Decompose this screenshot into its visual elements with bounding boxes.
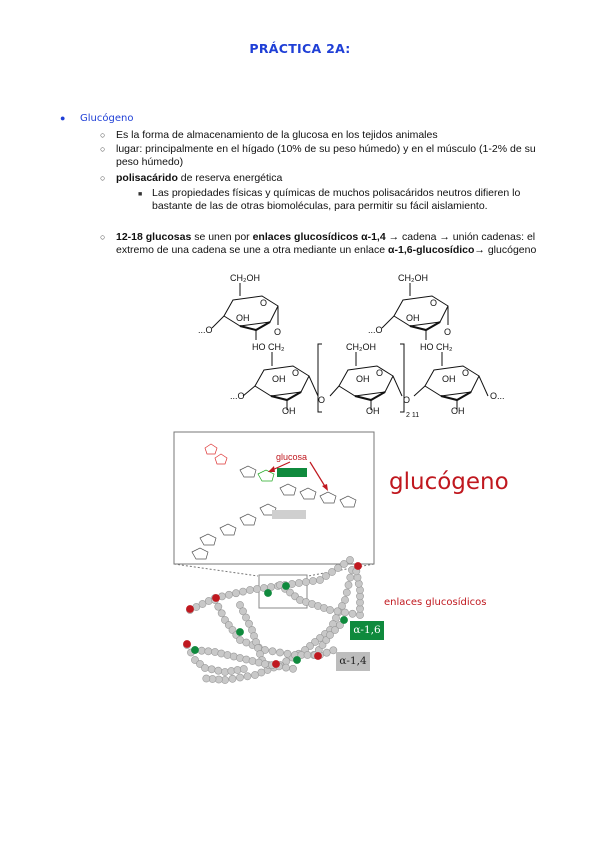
label-ring-o: O bbox=[444, 327, 452, 337]
page-title: PRÁCTICA 2A: bbox=[249, 41, 351, 56]
label-oh: OH bbox=[272, 374, 286, 384]
item-text: extremo de una cadena se une a otra mediante un enlace bbox=[116, 244, 389, 256]
bead bbox=[225, 591, 232, 598]
item-text-line1: Las propiedades físicas y químicas de muchos polisacáridos neutros difieren lo bbox=[152, 187, 521, 199]
bead bbox=[221, 668, 228, 675]
bead bbox=[340, 616, 347, 623]
bead bbox=[208, 666, 215, 673]
section-label: Glucógeno bbox=[80, 113, 134, 124]
bead bbox=[314, 652, 321, 659]
item-bold: 12-18 glucosas bbox=[116, 231, 192, 243]
label-ho-ch2: HO CH₂ bbox=[420, 342, 453, 352]
bead bbox=[289, 665, 296, 672]
label-oh: OH bbox=[282, 406, 296, 416]
bead bbox=[323, 649, 330, 656]
label-ring-o: O bbox=[376, 368, 384, 378]
label-oh: OH bbox=[451, 406, 465, 416]
bead bbox=[284, 650, 291, 657]
item-bold: α-1,6-glucosídico bbox=[388, 244, 475, 256]
bead bbox=[205, 648, 212, 655]
bead bbox=[246, 586, 253, 593]
bead bbox=[334, 608, 341, 615]
item-text: → cadena → unión cadenas: el bbox=[385, 231, 536, 243]
bead bbox=[251, 671, 258, 678]
bead bbox=[203, 675, 210, 682]
item-text: Es la forma de almacenamiento de la glucosa en los tejidos animales bbox=[116, 129, 438, 141]
label-ch2oh: CH₂OH bbox=[346, 342, 376, 352]
bead bbox=[349, 610, 356, 617]
label-oh: OH bbox=[356, 374, 370, 384]
label-ring-o: O bbox=[260, 298, 268, 308]
label-subscript: 2 11 bbox=[406, 412, 420, 419]
item-bold: enlaces glucosídicos α-1,4 bbox=[252, 231, 386, 243]
bead bbox=[347, 574, 354, 581]
bead bbox=[224, 651, 231, 658]
bead bbox=[236, 674, 243, 681]
circle-bullet-icon: ○ bbox=[100, 130, 106, 140]
bullet-icon: ● bbox=[60, 113, 66, 123]
bead bbox=[183, 640, 190, 647]
bead bbox=[341, 609, 348, 616]
label-ring-o: O bbox=[462, 368, 470, 378]
bead bbox=[198, 647, 205, 654]
enlaces-label: enlaces glucosídicos bbox=[384, 597, 487, 608]
bead bbox=[236, 628, 243, 635]
bead bbox=[295, 579, 302, 586]
bead bbox=[244, 673, 251, 680]
label-oh: OH bbox=[236, 313, 250, 323]
label-ch2oh: CH₂OH bbox=[230, 273, 260, 283]
item-text: → glucógeno bbox=[474, 244, 537, 256]
bead bbox=[309, 577, 316, 584]
bead bbox=[272, 660, 279, 667]
bead bbox=[239, 588, 246, 595]
item-text-line2: bastante de las de otras biomoléculas, para permitir su fácil aislamiento. bbox=[152, 200, 488, 212]
bead bbox=[215, 667, 222, 674]
alpha14-tag: α-1,4 bbox=[336, 652, 370, 671]
bead bbox=[253, 585, 260, 592]
bead bbox=[212, 594, 219, 601]
bead bbox=[249, 657, 256, 664]
label-oh: OH bbox=[442, 374, 456, 384]
bead bbox=[240, 665, 247, 672]
bead bbox=[269, 648, 276, 655]
bead bbox=[236, 654, 243, 661]
square-bullet-icon: ■ bbox=[138, 191, 143, 198]
label-o-dots: O... bbox=[490, 391, 505, 401]
circle-bullet-icon: ○ bbox=[100, 173, 106, 183]
label-dots-o: ...O bbox=[230, 391, 245, 401]
bead bbox=[293, 656, 300, 663]
glucosa-label: glucosa bbox=[276, 452, 308, 462]
label-ring-o: O bbox=[318, 395, 326, 405]
bead bbox=[191, 646, 198, 653]
label-ring-o: O bbox=[292, 368, 300, 378]
bead bbox=[355, 580, 362, 587]
label-dots-o: ...O bbox=[198, 325, 213, 335]
label-ring-o: O bbox=[403, 395, 411, 405]
label-oh: OH bbox=[406, 313, 420, 323]
glucogeno-title: glucógeno bbox=[389, 469, 509, 495]
item-text: se unen por bbox=[191, 231, 253, 243]
item-text-line2: peso húmedo) bbox=[116, 156, 184, 168]
bead bbox=[211, 648, 218, 655]
bead bbox=[261, 660, 268, 667]
bead bbox=[343, 589, 350, 596]
label-ho-ch2: HO CH₂ bbox=[252, 342, 285, 352]
alpha16-tag: α-1,6 bbox=[350, 621, 384, 640]
bead bbox=[276, 649, 283, 656]
label-dots-o: ...O bbox=[368, 325, 383, 335]
label-ring-o: O bbox=[274, 327, 282, 337]
bead bbox=[282, 664, 289, 671]
bead bbox=[232, 590, 239, 597]
label-oh: OH bbox=[366, 406, 380, 416]
bead bbox=[302, 578, 309, 585]
bead bbox=[218, 610, 225, 617]
item-bold: polisacárido bbox=[116, 172, 178, 184]
item-text: de reserva energética bbox=[177, 172, 283, 184]
bead bbox=[234, 666, 241, 673]
bead bbox=[282, 582, 289, 589]
bead bbox=[201, 664, 208, 671]
inset-grey-tag bbox=[272, 510, 306, 519]
label-ring-o: O bbox=[430, 298, 438, 308]
item-text-line1: lugar: principalmente en el hígado (10% de su peso húmedo) y en el músculo (1-2% de su bbox=[116, 143, 536, 155]
bead bbox=[326, 606, 333, 613]
label-ch2oh: CH₂OH bbox=[398, 273, 428, 283]
bead bbox=[264, 589, 271, 596]
circle-bullet-icon: ○ bbox=[100, 232, 106, 242]
circle-bullet-icon: ○ bbox=[100, 144, 106, 154]
bead bbox=[186, 605, 193, 612]
bead bbox=[345, 581, 352, 588]
bead bbox=[354, 562, 361, 569]
bead bbox=[346, 556, 353, 563]
bead bbox=[215, 603, 222, 610]
bead bbox=[229, 675, 236, 682]
inset-green-tag bbox=[277, 468, 307, 477]
